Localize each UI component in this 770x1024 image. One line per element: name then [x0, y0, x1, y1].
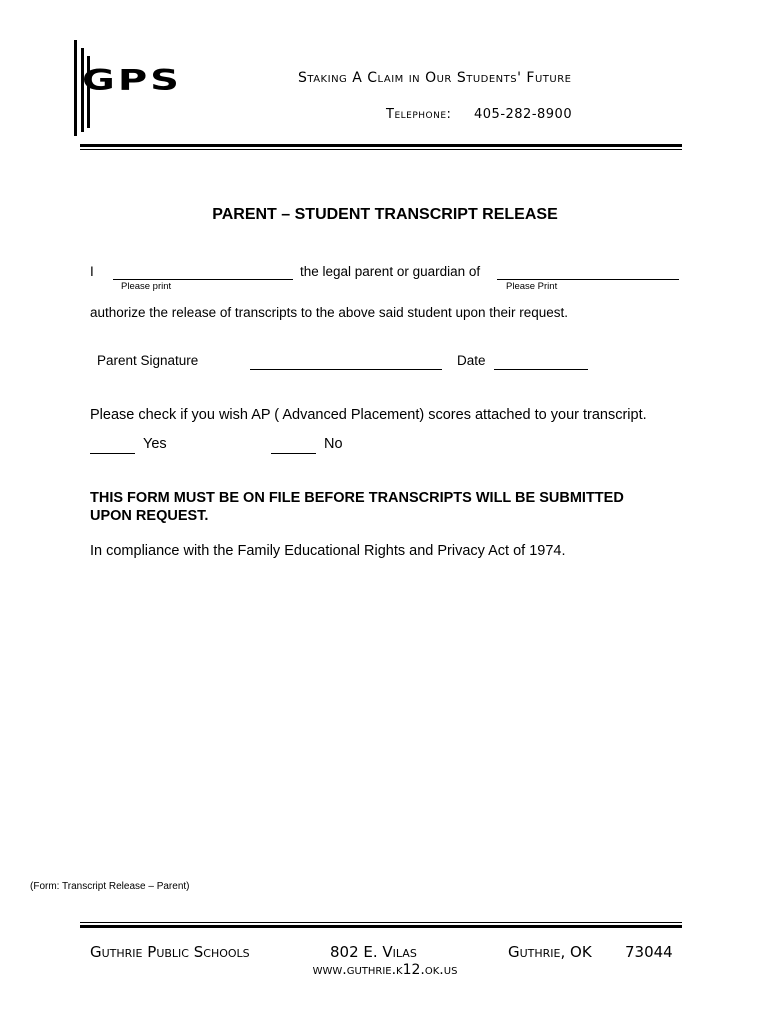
- signature-label: Parent Signature: [97, 353, 199, 368]
- no-label: No: [324, 436, 343, 452]
- telephone-number: 405-282-8900: [474, 107, 573, 122]
- logo-text: GPS: [82, 64, 182, 98]
- header-divider-thin: [80, 149, 682, 150]
- student-name-hint: Please Print: [506, 281, 558, 292]
- student-name-field[interactable]: [497, 279, 679, 280]
- footer-url[interactable]: www.guthrie.k12.ok.us: [312, 962, 458, 978]
- footer-city: Guthrie, OK: [508, 943, 592, 961]
- footer-divider-thick: [80, 925, 682, 928]
- authorize-text: authorize the release of transcripts to the above said student upon their request.: [90, 305, 569, 320]
- header-divider-thick: [80, 144, 682, 147]
- date-label: Date: [457, 353, 486, 368]
- form-identifier: (Form: Transcript Release – Parent): [30, 881, 190, 892]
- footer-divider-thin: [80, 922, 682, 923]
- footer-street: 802 E. Vilas: [330, 943, 417, 961]
- signature-field[interactable]: [250, 369, 442, 370]
- form-title: PARENT – STUDENT TRANSCRIPT RELEASE: [212, 206, 558, 223]
- yes-label: Yes: [143, 436, 167, 452]
- footer-zip: 73044: [625, 943, 673, 961]
- footer-school-name: Guthrie Public Schools: [90, 943, 250, 961]
- date-field[interactable]: [494, 369, 588, 370]
- telephone-label: Telephone:: [386, 107, 452, 122]
- parent-name-field[interactable]: [113, 279, 293, 280]
- compliance-text: In compliance with the Family Educational Rights and Privacy Act of 1974.: [90, 543, 566, 559]
- parent-name-hint: Please print: [121, 281, 172, 292]
- tagline: Staking A Claim in Our Students' Future: [298, 70, 572, 86]
- line1-i: I: [90, 264, 94, 279]
- notice-line-2: UPON REQUEST.: [90, 508, 209, 524]
- yes-checkbox-line[interactable]: [90, 453, 135, 454]
- no-checkbox-line[interactable]: [271, 453, 316, 454]
- line1-middle-text: the legal parent or guardian of: [300, 264, 481, 279]
- ap-question: Please check if you wish AP ( Advanced Placement) scores attached to your transcript.: [90, 407, 647, 423]
- notice-line-1: THIS FORM MUST BE ON FILE BEFORE TRANSCRIPTS WILL BE SUBMITTED: [90, 490, 624, 506]
